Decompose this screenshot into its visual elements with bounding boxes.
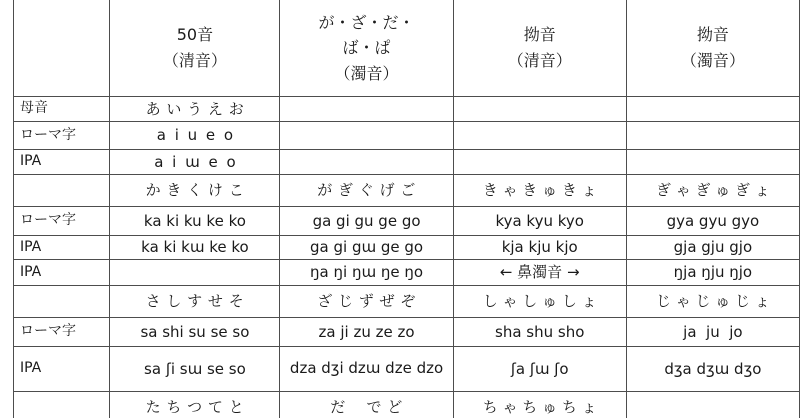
table-cell: じ ゃ じ ゅ じ ょ	[626, 286, 799, 318]
table-cell: sa ʃi sɯ se so	[110, 347, 280, 392]
header-line: 拗音	[696, 25, 729, 45]
table-cell	[110, 260, 280, 286]
table-cell	[453, 97, 626, 122]
row-label: IPA	[14, 236, 110, 260]
row-label: ローマ字	[14, 207, 110, 236]
table-cell: か き く け こ	[110, 175, 280, 207]
table-cell: dʒa dʒɯ dʒo	[626, 347, 799, 392]
row-label: IPA	[14, 150, 110, 175]
table-cell: ち ゃ ち ゅ ち ょ	[453, 392, 626, 418]
table-cell: き ゃ き ゅ き ょ	[453, 175, 626, 207]
table-cell: ざ じ ず ぜ ぞ	[280, 286, 453, 318]
table-row	[14, 122, 800, 150]
kana-table	[13, 0, 800, 418]
row-label: ローマ字	[14, 122, 110, 150]
table-cell: だ で ど	[280, 392, 453, 418]
table-cell	[626, 122, 799, 150]
corner-cell	[14, 0, 110, 97]
table-cell: ← 鼻濁音 →	[453, 260, 626, 286]
table-cell: し ゃ し ゅ し ょ	[453, 286, 626, 318]
table-row	[14, 392, 800, 418]
row-label	[14, 286, 110, 318]
header-row	[14, 0, 800, 97]
table-cell: ʃa ʃɯ ʃo	[453, 347, 626, 392]
table-cell: ka ki kɯ ke ko	[110, 236, 280, 260]
table-cell	[453, 122, 626, 150]
table-row	[14, 97, 800, 122]
table-row	[14, 260, 800, 286]
table-cell: ka ki ku ke ko	[110, 207, 280, 236]
header-line: が・ざ・だ・	[318, 12, 415, 32]
table-row	[14, 286, 800, 318]
table-cell: gja gju gjo	[626, 236, 799, 260]
table-cell: kya kyu kyo	[453, 207, 626, 236]
table-row	[14, 207, 800, 236]
table-row	[14, 150, 800, 175]
table-cell	[626, 150, 799, 175]
header-youon-dakuon	[626, 0, 799, 97]
table-cell: が ぎ ぐ げ ご	[280, 175, 453, 207]
header-line: 50音	[176, 25, 214, 45]
table-cell: a i u e o	[110, 122, 280, 150]
header-line: ば・ぱ	[342, 38, 391, 58]
header-line: （濁音）	[680, 51, 745, 70]
header-youon-seion	[453, 0, 626, 97]
table-row	[14, 318, 800, 347]
table-cell	[453, 150, 626, 175]
table-cell: a i ɯ e o	[110, 150, 280, 175]
table-cell	[626, 97, 799, 122]
table-cell: gya gyu gyo	[626, 207, 799, 236]
header-gojuon-seion	[110, 0, 280, 97]
table-cell: ja ju jo	[626, 318, 799, 347]
row-label	[14, 175, 110, 207]
table-row	[14, 175, 800, 207]
row-label: ローマ字	[14, 318, 110, 347]
header-line: （清音）	[162, 51, 227, 70]
row-label: 母音	[14, 97, 110, 122]
table-cell: za ji zu ze zo	[280, 318, 453, 347]
table-cell: sa shi su se so	[110, 318, 280, 347]
table-cell	[626, 392, 799, 418]
table-cell: ga gi gu ge go	[280, 207, 453, 236]
table-cell: ŋja ŋju ŋjo	[626, 260, 799, 286]
header-line: （濁音）	[334, 63, 399, 83]
table-row	[14, 236, 800, 260]
table-cell	[280, 150, 453, 175]
header-line: 拗音	[523, 25, 556, 45]
table-cell: sha shu sho	[453, 318, 626, 347]
header-line: （清音）	[507, 51, 572, 70]
table-cell: さ し す せ そ	[110, 286, 280, 318]
row-label	[14, 392, 110, 418]
table-cell: ŋa ŋi ŋɯ ŋe ŋo	[280, 260, 453, 286]
table-cell: ga gi gɯ ge go	[280, 236, 453, 260]
table-cell: kja kju kjo	[453, 236, 626, 260]
table-cell: あ い う え お	[110, 97, 280, 122]
row-label: IPA	[14, 347, 110, 392]
table-cell: ぎ ゃ ぎ ゅ ぎ ょ	[626, 175, 799, 207]
table-cell: dza dʒi dzɯ dze dzo	[280, 347, 453, 392]
table-cell	[280, 97, 453, 122]
table-cell	[280, 122, 453, 150]
table-row	[14, 347, 800, 392]
row-label: IPA	[14, 260, 110, 286]
table-cell: た ち つ て と	[110, 392, 280, 418]
header-dakuon	[280, 0, 453, 97]
